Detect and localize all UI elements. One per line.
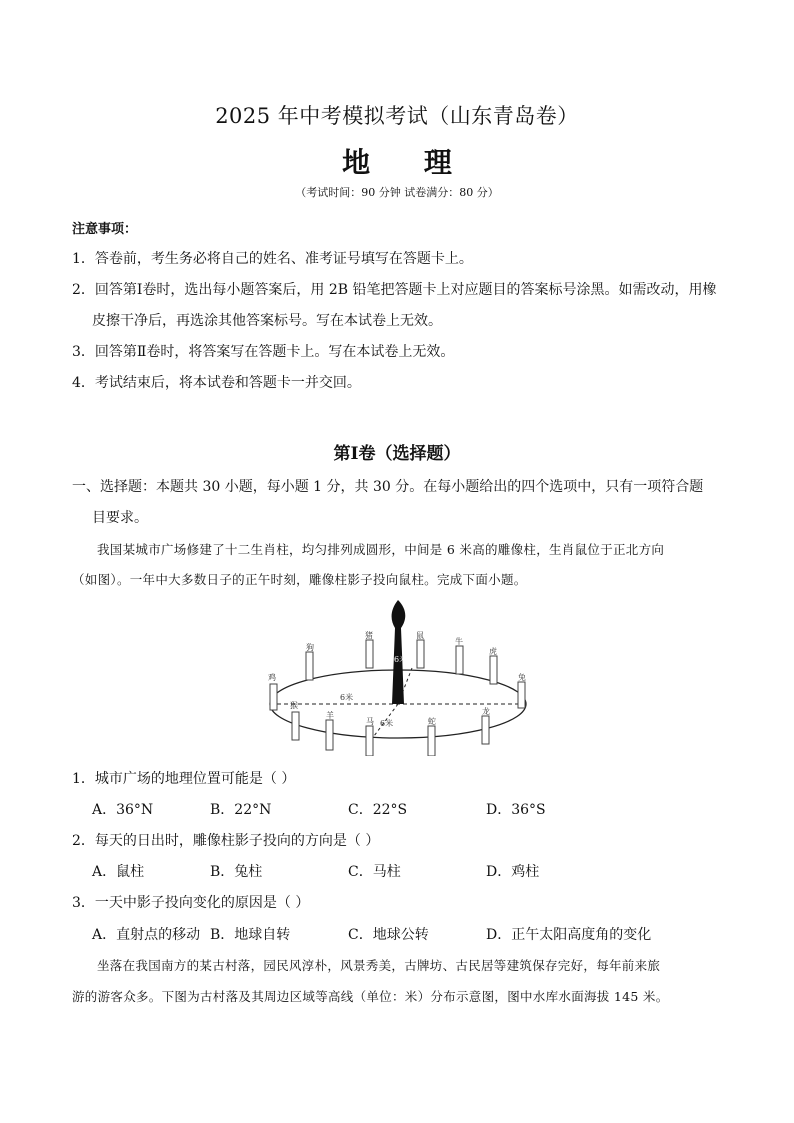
zodiac-plaza-figure (262, 596, 534, 756)
radius-label: 6米 (380, 719, 394, 728)
section-instruction-continued: 目要求。 (92, 510, 148, 526)
exam-title: 2025 年中考模拟考试（山东青岛卷） (215, 104, 579, 128)
option-b[interactable]: B．22°N (210, 802, 272, 818)
option-d[interactable]: D．鸡柱 (486, 864, 540, 880)
passage-1-line: 我国某城市广场修建了十二生肖柱，均匀排列成圆形，中间是 6 米高的雕像柱，生肖鼠位于正北方向 (97, 542, 665, 557)
question-stem: 2．每天的日出时，雕像柱影子投向的方向是（ ） (72, 833, 380, 849)
passage-2-line: 坐落在我国南方的某古村落，园民风淳朴，风景秀美，古牌坊、古民居等建筑保存完好，每年前来旅 (97, 958, 661, 973)
option-d[interactable]: D．36°S (486, 802, 546, 818)
note-item: 1．答卷前，考生务必将自己的姓名、准考证号填写在答题卡上。 (72, 251, 473, 267)
section-title: 第Ⅰ卷（选择题） (333, 444, 461, 464)
option-c[interactable]: C．地球公转 (348, 927, 429, 943)
option-a[interactable]: A．36°N (92, 802, 154, 818)
option-a[interactable]: A．直射点的移动 (92, 927, 201, 943)
option-d[interactable]: D．正午太阳高度角的变化 (486, 927, 652, 943)
note-item-continued: 皮擦干净后，再选涂其他答案标号。写在本试卷上无效。 (92, 313, 442, 329)
option-b[interactable]: B．兔柱 (210, 864, 263, 880)
passage-1-line: （如图）。一年中大多数日子的正午时刻，雕像柱影子投向鼠柱。完成下面小题。 (72, 572, 527, 587)
height-label: 6米 (394, 655, 408, 664)
pillar-label: 虎 (489, 647, 497, 656)
note-item: 4．考试结束后，将本试卷和答题卡一并交回。 (72, 375, 361, 391)
section-instruction: 一、选择题：本题共 30 小题，每小题 1 分，共 30 分。在每小题给出的四个选项中，只有一项符合题 (72, 479, 704, 495)
pillar-label: 马 (366, 717, 374, 726)
pillar-label: 羊 (326, 711, 334, 720)
pillar-label: 牛 (455, 637, 463, 646)
pillar-label: 猪 (365, 631, 373, 640)
notes-heading: 注意事项： (72, 222, 138, 237)
exam-info: （考试时间：90 分钟 试卷满分：80 分） (295, 186, 499, 199)
option-c[interactable]: C．22°S (348, 802, 408, 818)
pillar-label: 猴 (290, 701, 298, 710)
passage-2-line: 游的游客众多。下图为古村落及其周边区域等高线（单位：米）分布示意图，图中水库水面海拔 145 米。 (72, 989, 669, 1004)
option-c[interactable]: C．马柱 (348, 864, 401, 880)
option-a[interactable]: A．鼠柱 (92, 864, 145, 880)
note-item: 3．回答第Ⅱ卷时，将答案写在答题卡上。写在本试卷上无效。 (72, 344, 455, 360)
pillar-label: 蛇 (428, 717, 436, 726)
radius-label: 6米 (340, 693, 354, 702)
pillar-label: 鼠 (416, 631, 424, 640)
pillar-label: 鸡 (268, 673, 276, 682)
subject-title: 地 理 (342, 146, 474, 179)
option-b[interactable]: B．地球自转 (210, 927, 291, 943)
pillar-label: 兔 (518, 673, 526, 682)
question-stem: 3．一天中影子投向变化的原因是（ ） (72, 895, 310, 911)
pillar-label: 龙 (482, 707, 490, 716)
note-item: 2．回答第Ⅰ卷时，选出每小题答案后，用 2B 铅笔把答题卡上对应题目的答案标号涂黑。如需改动，用橡 (72, 282, 717, 298)
pillar-label: 狗 (306, 643, 314, 652)
question-stem: 1．城市广场的地理位置可能是（ ） (72, 771, 296, 787)
